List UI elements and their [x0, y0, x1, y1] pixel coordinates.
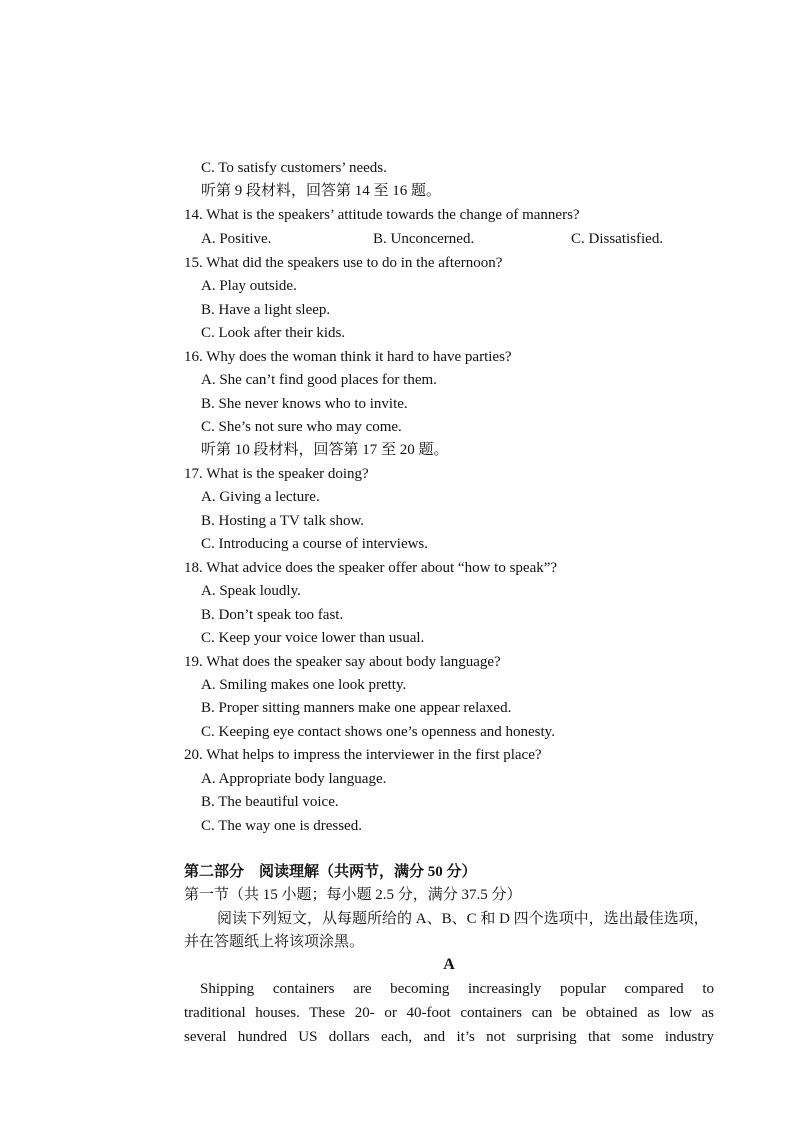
question-17: 17. What is the speaker doing?: [184, 466, 369, 482]
passage-line-1: [184, 979, 714, 999]
option-17c: C. Introducing a course of interviews.: [201, 536, 429, 552]
option-16b: B. She never knows who to invite.: [201, 396, 408, 412]
question-20: 20. What helps to impress the interviewer in the first place?: [184, 747, 542, 763]
instruction-line-1: 阅读下列短文，从每题所给的 A、B、C 和 D 四个选项中，选出最佳选项，: [217, 911, 709, 927]
question-15: 15. What did the speakers use to do in the afternoon?: [184, 255, 503, 271]
question-19: 19. What does the speaker say about body language?: [184, 654, 501, 670]
option-15c: C. Look after their kids.: [201, 325, 346, 341]
passage-line-3: several hundred US dollars each, and it’s not surprising that some industry: [184, 1029, 714, 1045]
option-16c: C. She’s not sure who may come.: [201, 419, 402, 435]
option-13c: C. To satisfy customers’ needs.: [201, 160, 387, 176]
option-14b: B. Unconcerned.: [373, 231, 475, 247]
passage-label: A: [443, 956, 455, 973]
option-17a: A. Giving a lecture.: [201, 489, 320, 505]
option-18c: C. Keep your voice lower than usual.: [201, 630, 425, 646]
question-14-options: [201, 229, 731, 249]
option-19c: C. Keeping eye contact shows one’s openness and honesty.: [201, 724, 555, 740]
section-one-heading: 第一节（共 15 小题；每小题 2.5 分，满分 37.5 分）: [184, 887, 522, 903]
option-14a: A. Positive.: [201, 231, 272, 247]
option-20b: B. The beautiful voice.: [201, 794, 339, 810]
passage-line-2: traditional houses. These 20- or 40-foot containers can be obtained as low as: [184, 1005, 714, 1021]
option-15b: B. Have a light sleep.: [201, 302, 331, 318]
part-two-heading: 第二部分 阅读理解（共两节，满分 50 分）: [184, 864, 477, 880]
option-14c: C. Dissatisfied.: [571, 231, 664, 247]
listening-instruction-10: 听第 10 段材料，回答第 17 至 20 题。: [201, 442, 449, 458]
passage-line-1-text: Shipping containers are becoming increasingly popular compared to: [200, 981, 714, 997]
option-19a: A. Smiling makes one look pretty.: [201, 677, 407, 693]
question-18: 18. What advice does the speaker offer about “how to speak”?: [184, 560, 558, 576]
option-20c: C. The way one is dressed.: [201, 818, 362, 834]
question-16: 16. Why does the woman think it hard to have parties?: [184, 349, 512, 365]
option-20a: A. Appropriate body language.: [201, 771, 387, 787]
listening-instruction-9: 听第 9 段材料，回答第 14 至 16 题。: [201, 183, 442, 199]
question-14: 14. What is the speakers’ attitude towards the change of manners?: [184, 207, 580, 223]
option-19b: B. Proper sitting manners make one appear relaxed.: [201, 700, 512, 716]
option-18a: A. Speak loudly.: [201, 583, 301, 599]
option-17b: B. Hosting a TV talk show.: [201, 513, 365, 529]
option-15a: A. Play outside.: [201, 278, 297, 294]
option-18b: B. Don’t speak too fast.: [201, 607, 344, 623]
instruction-line-2: 并在答题纸上将该项涂黑。: [184, 934, 365, 950]
option-16a: A. She can’t find good places for them.: [201, 372, 437, 388]
